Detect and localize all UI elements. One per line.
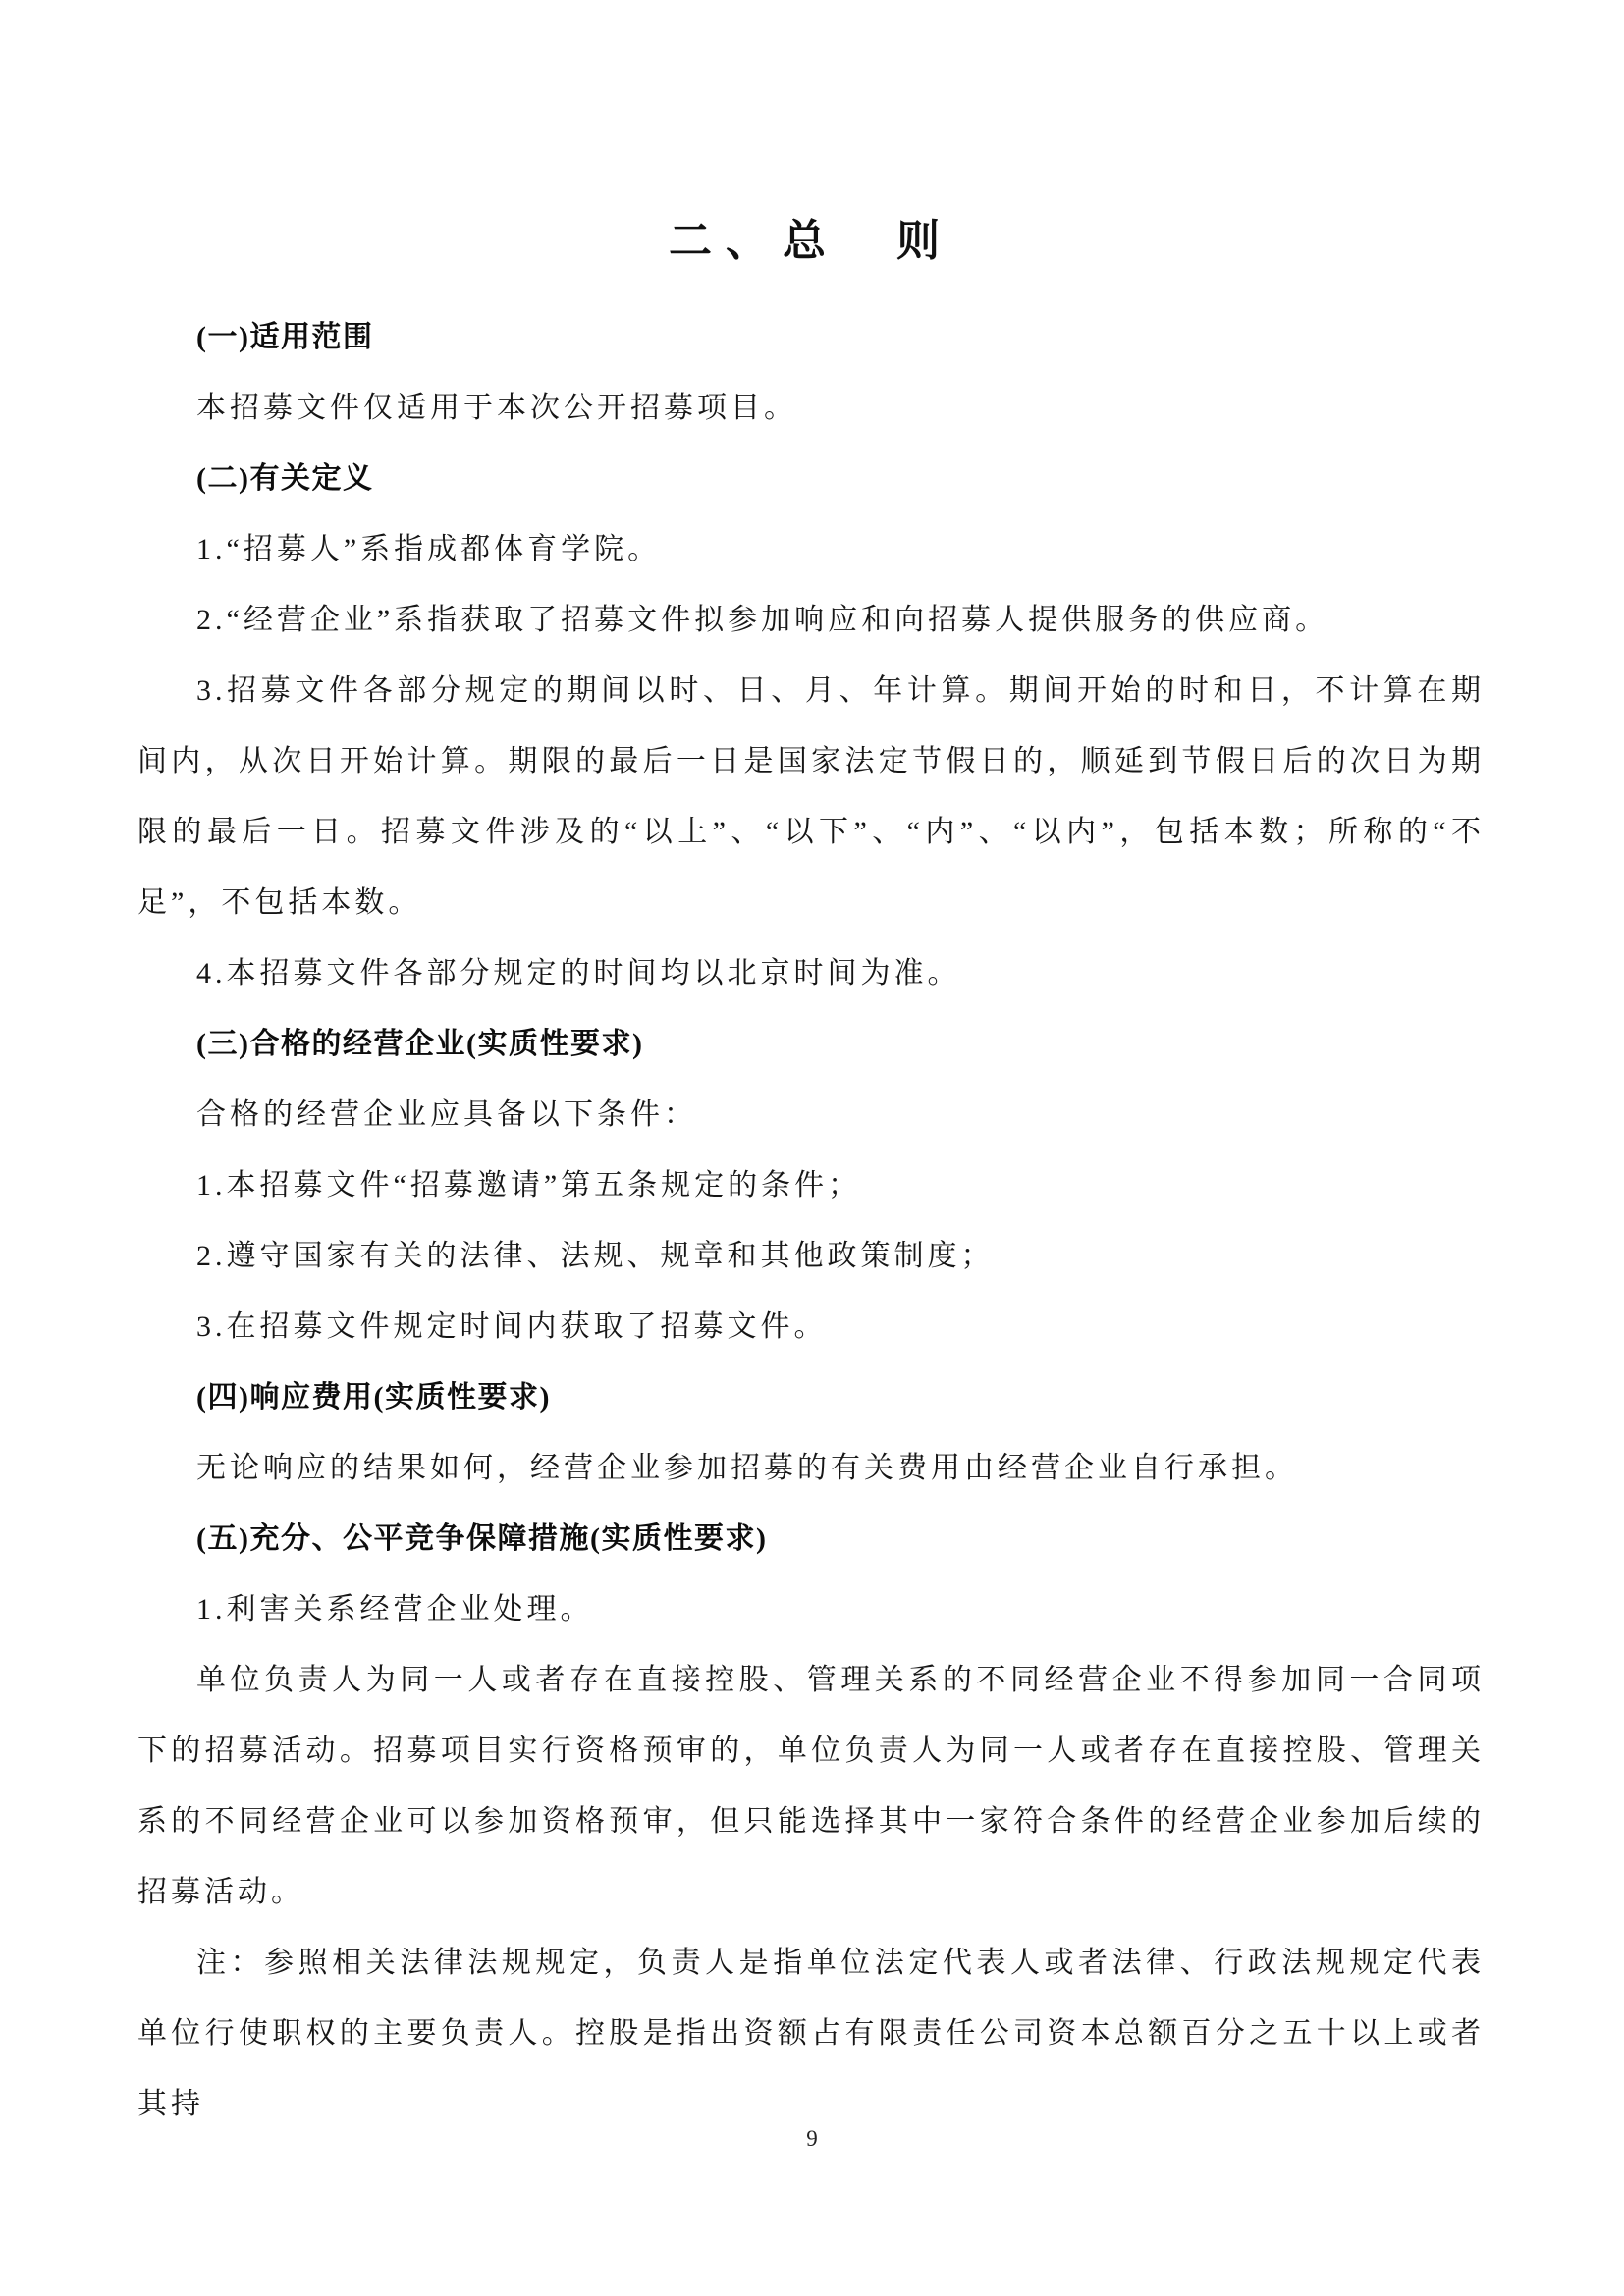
page-number: 9 — [806, 2126, 818, 2151]
section-heading: (二)有关定义 — [196, 462, 374, 495]
body-paragraph: 1.本招募文件“招募邀请”第五条规定的条件； — [196, 1169, 862, 1201]
body-paragraph: 1.利害关系经营企业处理。 — [196, 1593, 594, 1626]
page-title: 二、总 则 — [669, 217, 953, 265]
section-heading: (五)充分、公平竞争保障措施(实质性要求) — [196, 1522, 768, 1555]
body-paragraph: 注：参照相关法律法规规定，负责人是指单位法定代表人或者法律、行政法规规定代表单位行使职权的主要负责人。控股是指出资额占有限责任公司资本总额百分之五十以上或者其持 — [137, 1947, 1485, 2120]
body-paragraph: 1.“招募人”系指成都体育学院。 — [196, 533, 662, 565]
body-paragraph: 本招募文件仅适用于本次公开招募项目。 — [196, 392, 797, 424]
body-paragraph: 单位负责人为同一人或者存在直接控股、管理关系的不同经营企业不得参加同一合同项下的招募活动。招募项目实行资格预审的，单位负责人为同一人或者存在直接控股、管理关系的不同经营企业可以参加资格预审，但只能选择其中一家符合条件的经营企业参加后续的招募活动。 — [137, 1664, 1485, 1908]
body-paragraph: 3.招募文件各部分规定的期间以时、日、月、年计算。期间开始的时和日，不计算在期间内，从次日开始计算。期限的最后一日是国家法定节假日的，顺延到节假日后的次日为期限的最后一日。招募文件涉及的“以上”、“以下”、“内”、“以内”，包括本数；所称的“不足”，不包括本数。 — [137, 674, 1485, 919]
document-body — [137, 302, 1485, 2140]
body-paragraph: 3.在招募文件规定时间内获取了招募文件。 — [196, 1310, 828, 1343]
body-paragraph: 无论响应的结果如何，经营企业参加招募的有关费用由经营企业自行承担。 — [196, 1452, 1298, 1484]
body-paragraph: 2.遵守国家有关的法律、法规、规章和其他政策制度； — [196, 1240, 995, 1272]
section-heading: (一)适用范围 — [196, 321, 374, 353]
body-paragraph: 4.本招募文件各部分规定的时间均以北京时间为准。 — [196, 957, 961, 989]
section-heading: (四)响应费用(实质性要求) — [196, 1381, 551, 1414]
section-heading: (三)合格的经营企业(实质性要求) — [196, 1028, 644, 1060]
body-paragraph: 2.“经营企业”系指获取了招募文件拟参加响应和向招募人提供服务的供应商。 — [196, 604, 1329, 636]
page-footer — [0, 2122, 1624, 2156]
body-paragraph: 合格的经营企业应具备以下条件： — [196, 1098, 697, 1131]
